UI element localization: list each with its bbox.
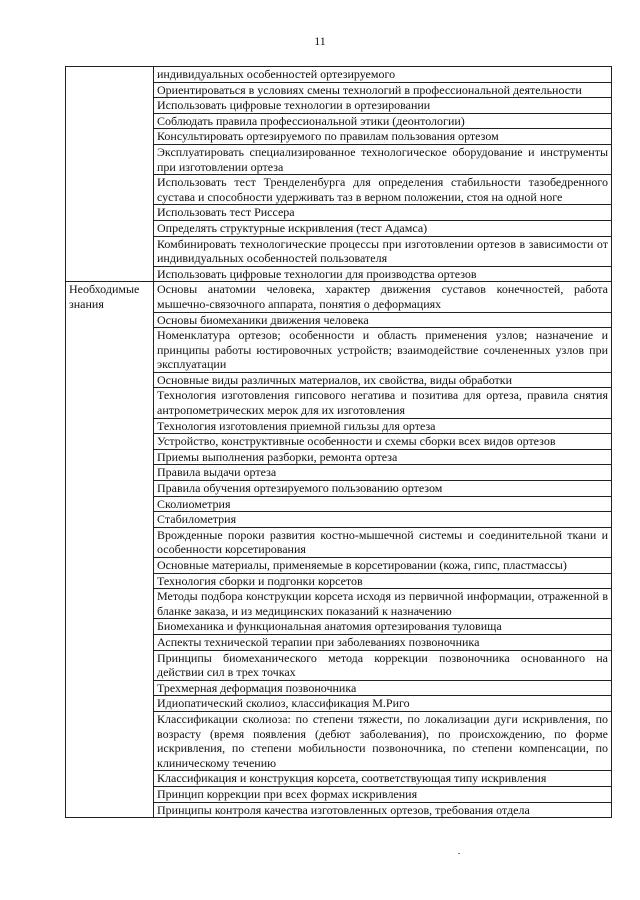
requirement-text: Ориентироваться в условиях смены технологий в профессиональной деятельности <box>157 82 582 97</box>
requirement-text: Основные материалы, применяемые в корсетировании (кожа, гипс, пластмассы) <box>157 558 567 572</box>
requirement-text: Аспекты технической терапии при заболеваниях позвоночника <box>157 634 480 649</box>
requirement-text: Правила выдачи ортеза <box>157 465 277 480</box>
requirement-cell <box>154 680 612 696</box>
requirement-cell <box>154 220 612 236</box>
requirement-cell <box>154 328 612 373</box>
requirement-text: Правила обучения ортезируемого пользованию ортезом <box>157 481 443 496</box>
requirement-cell <box>154 113 612 129</box>
requirement-cell <box>154 496 612 512</box>
requirement-text: Использовать цифровые технологии для производства ортезов <box>157 266 477 281</box>
requirement-text: Консультировать ортезируемого по правилам пользования ортезом <box>157 129 499 144</box>
requirement-text: Биомеханика и функциональная анатомия ортезирования туловища <box>157 619 502 634</box>
requirement-text: Принципы контроля качества изготовленных ортезов, требования отдела <box>157 802 530 817</box>
requirement-text: Классификации сколиоза: по степени тяжести, по локализации дуги искривления, по возрасту (время появления (дебют заболевания), по происхождению, по форме искривления, по степени мобильности позвоночника, по степени компенсации, по клиническому течению <box>157 711 608 770</box>
requirement-text: Основы биомеханики движения человека <box>157 312 369 327</box>
requirement-cell <box>154 282 612 312</box>
section-label-cell <box>66 282 154 818</box>
requirement-cell <box>154 786 612 802</box>
requirement-text: Определять структурные искривления (тест Адамса) <box>157 220 428 235</box>
table-row <box>66 282 612 312</box>
requirement-cell <box>154 144 612 174</box>
requirement-text: Врожденные пороки развития костно-мышечной системы и соединительной ткани и особенности корсетирования <box>157 527 608 557</box>
requirement-cell <box>154 481 612 497</box>
requirement-text: Использовать цифровые технологии в ортезировании <box>157 98 431 113</box>
requirement-text: Эксплуатировать специализированное технологическое оборудование и инструменты при изготовлении ортеза <box>157 144 608 174</box>
requirement-cell <box>154 82 612 98</box>
table-row <box>66 67 612 83</box>
requirement-cell <box>154 696 612 712</box>
requirement-cell <box>154 465 612 481</box>
requirement-cell <box>154 449 612 465</box>
requirement-cell <box>154 388 612 418</box>
requirement-text: Трехмерная деформация позвоночника <box>157 680 357 695</box>
requirement-text: индивидуальных особенностей ортезируемого <box>157 67 396 81</box>
requirement-text: Комбинировать технологические процессы при изготовлении ортезов в зависимости от индивидуальных особенностей пользователя <box>157 236 608 266</box>
section-label-cell <box>66 67 154 282</box>
requirement-text: Технология сборки и подгонки корсетов <box>157 573 363 588</box>
requirement-text: Использовать тест Тренделенбурга для определения стабильности тазобедренного сустава и способности удерживать таз в верном положении, стоя на одной ноге <box>157 175 608 204</box>
requirement-text: Номенклатура ортезов; особенности и область применения узлов; назначение и принципы работы юстировочных устройств; взаимодействие сочлененных узлов при эксплуатации <box>157 328 608 372</box>
requirement-cell <box>154 236 612 266</box>
requirement-text: Принцип коррекции при всех формах искривления <box>157 786 418 801</box>
requirement-text: Соблюдать правила профессиональной этики (деонтологии) <box>157 113 465 128</box>
requirement-cell <box>154 771 612 787</box>
requirement-cell <box>154 266 612 282</box>
requirements-table <box>65 66 612 818</box>
requirement-cell <box>154 312 612 328</box>
requirement-cell <box>154 711 612 770</box>
requirement-text: Стабилометрия <box>157 512 237 527</box>
requirement-cell <box>154 129 612 145</box>
requirement-cell <box>154 802 612 818</box>
requirement-cell <box>154 67 612 83</box>
requirement-text: Основные виды различных материалов, их свойства, виды обработки <box>157 372 513 387</box>
requirement-cell <box>154 175 612 205</box>
requirement-cell <box>154 558 612 574</box>
requirement-cell <box>154 418 612 434</box>
page-number: 11 <box>314 34 326 48</box>
scan-mark <box>458 853 460 854</box>
requirement-text: Технология изготовления приемной гильзы для ортеза <box>157 418 436 433</box>
requirement-text: Устройство, конструктивные особенности и схемы сборки всех видов ортезов <box>157 434 556 449</box>
section-label: Необходимые знания <box>69 282 140 311</box>
requirement-cell <box>154 589 612 619</box>
requirement-cell <box>154 372 612 388</box>
requirement-text: Приемы выполнения разборки, ремонта ортеза <box>157 449 398 464</box>
table-body <box>66 67 612 818</box>
requirement-cell <box>154 634 612 650</box>
requirement-text: Основы анатомии человека, характер движения суставов конечностей, работа мышечно-связочного аппарата, понятия о деформациях <box>157 282 608 311</box>
requirement-text: Сколиометрия <box>157 496 231 511</box>
requirement-cell <box>154 434 612 450</box>
requirement-text: Технология изготовления гипсового негатива и позитива для ортеза, правила снятия антропометрических мерок для их изготовления <box>157 388 608 418</box>
requirement-cell <box>154 650 612 680</box>
requirement-text: Идиопатический сколиоз, классификация М.Риго <box>157 696 410 711</box>
requirement-cell <box>154 619 612 635</box>
requirement-text: Принципы биомеханического метода коррекции позвоночника основанного на действии сил в трех точках <box>157 650 608 680</box>
requirement-text: Методы подбора конструкции корсета исходя из первичной информации, отраженной в бланке заказа, и из медицинских показаний к назначению <box>157 589 608 618</box>
requirement-text: Использовать тест Риссера <box>157 205 295 220</box>
requirement-cell <box>154 205 612 221</box>
requirement-cell <box>154 573 612 589</box>
requirement-cell <box>154 512 612 528</box>
requirement-cell <box>154 527 612 557</box>
requirement-cell <box>154 98 612 114</box>
requirement-text: Классификация и конструкция корсета, соответствующая типу искривления <box>157 771 547 786</box>
